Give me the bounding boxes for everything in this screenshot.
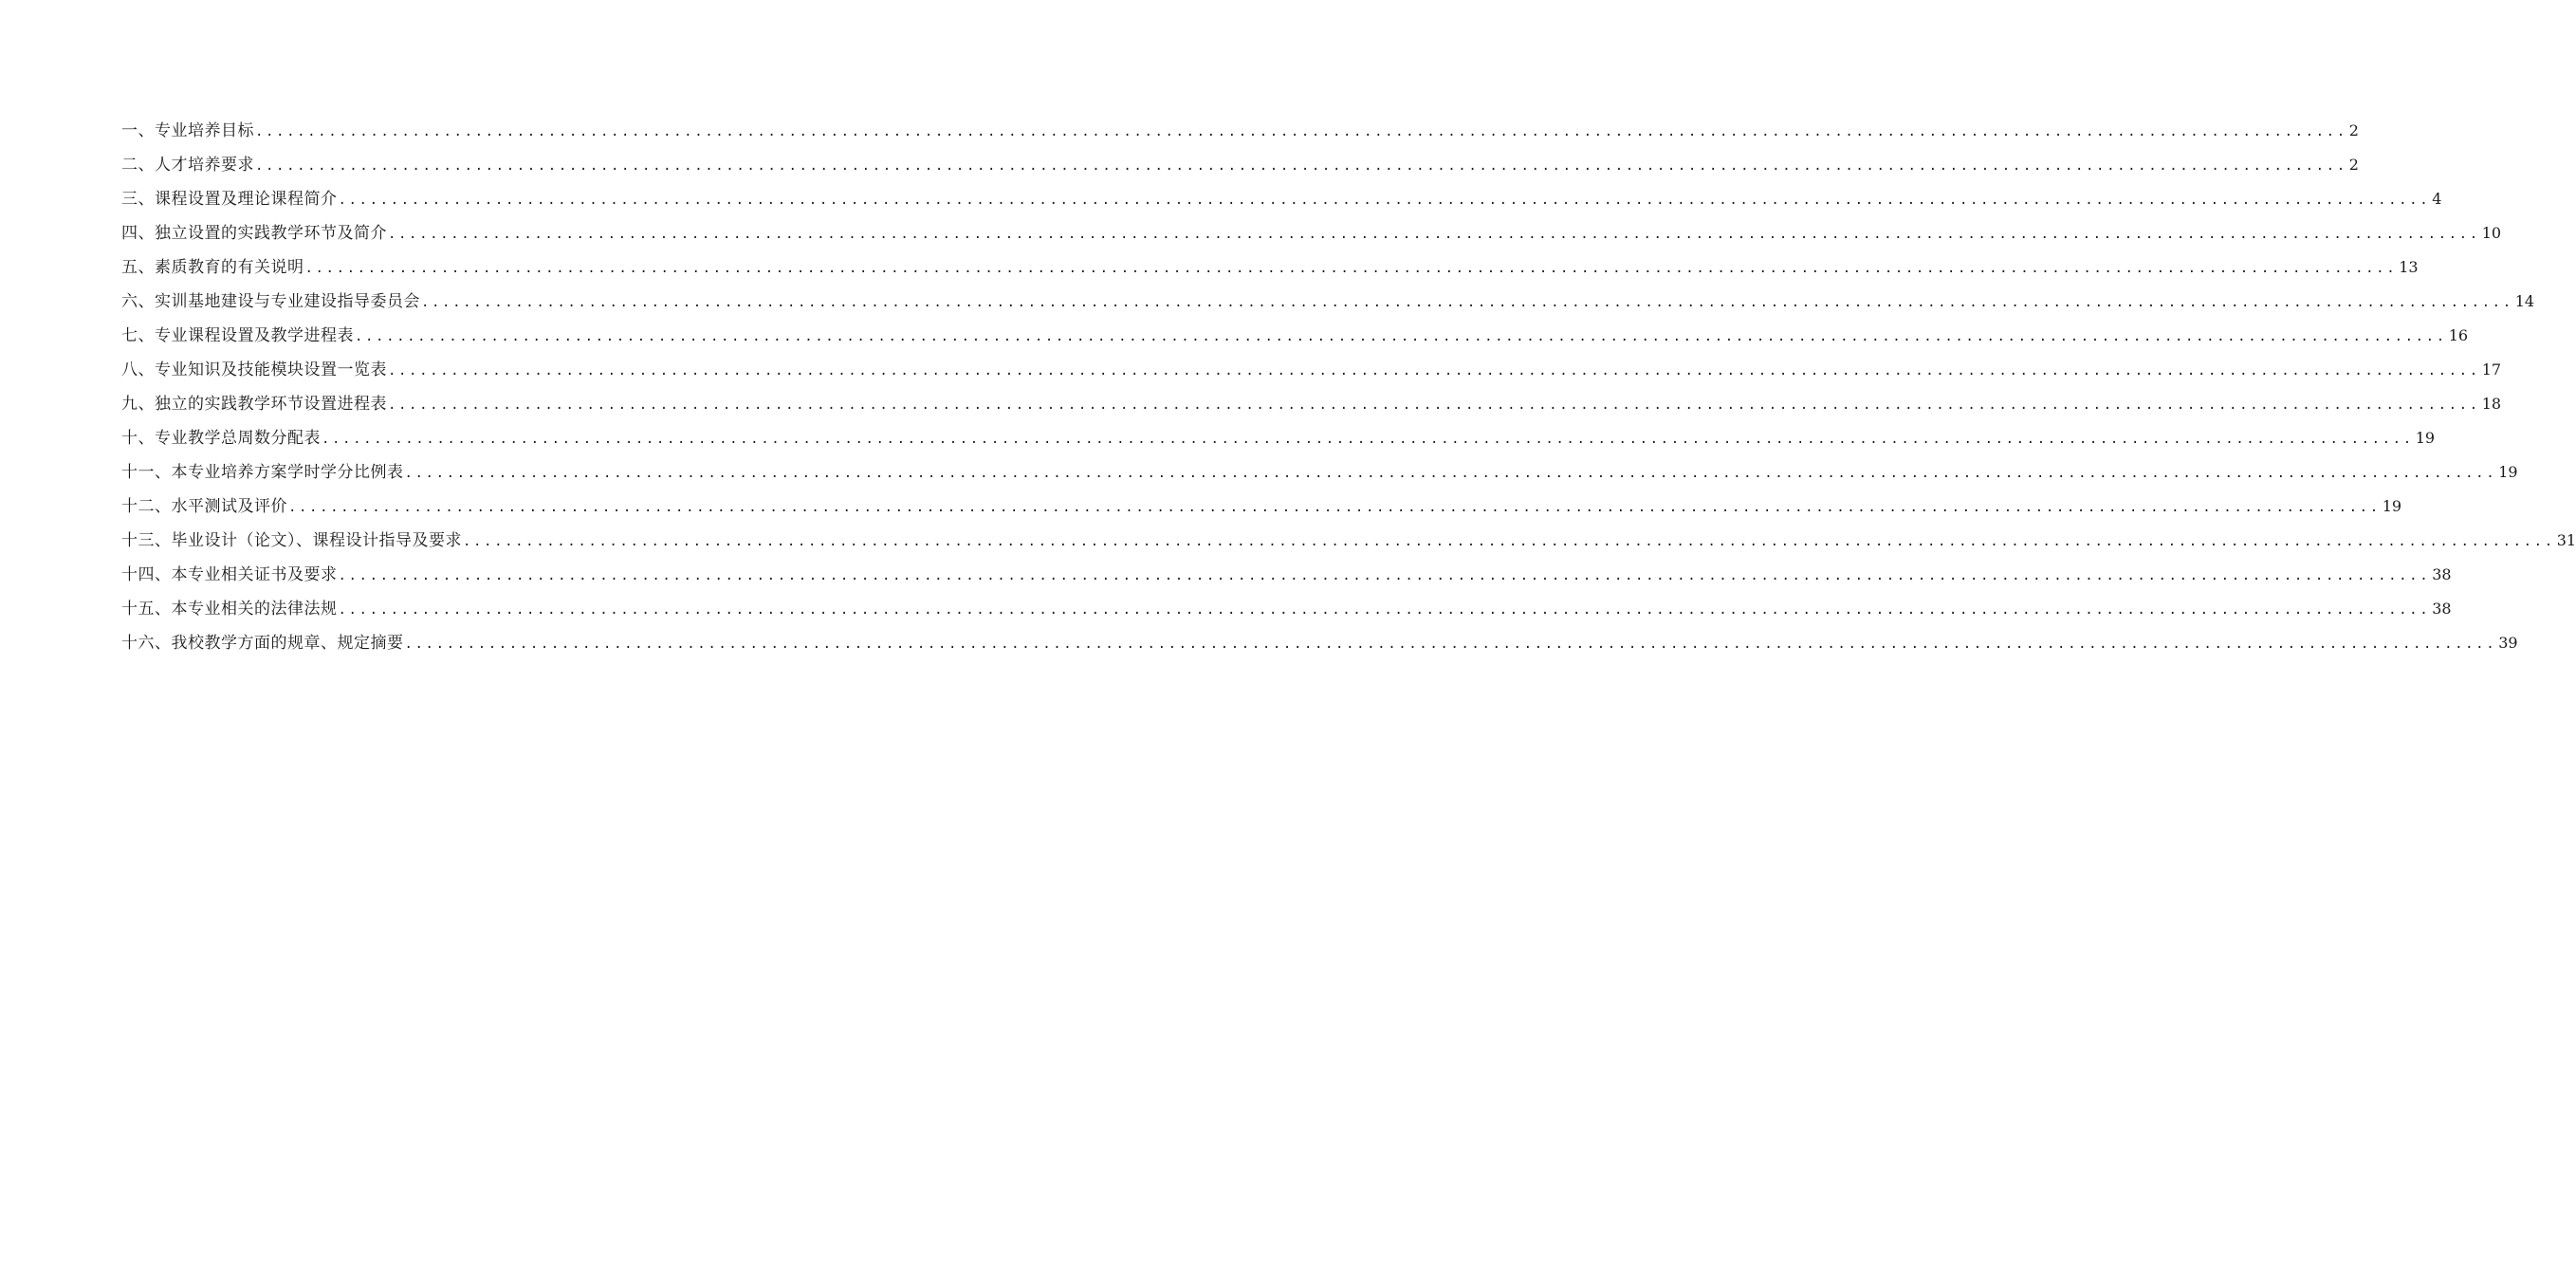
toc-entry[interactable] (121, 114, 2359, 148)
toc-entry[interactable] (121, 490, 2402, 524)
toc-entry[interactable] (121, 455, 2518, 490)
toc-entry-title: 八、专业知识及技能模块设置一览表 (121, 360, 387, 379)
toc-entry-title: 一、专业培养目标 (121, 121, 254, 140)
toc-entry[interactable] (121, 353, 2502, 387)
toc-entry-title: 十五、本专业相关的法律法规 (121, 600, 338, 619)
toc-entry[interactable] (121, 182, 2442, 216)
toc-dot-leader: ........................................................................................................................................................................................................ (463, 534, 2555, 549)
toc-entry[interactable] (121, 421, 2436, 455)
toc-entry-page: 14 (2514, 292, 2535, 310)
toc-entry-page: 16 (2448, 326, 2469, 344)
toc-entry-title: 三、课程设置及理论课程简介 (121, 190, 338, 209)
toc-dot-leader: ........................................................................................................................................................................................................ (388, 397, 2480, 413)
toc-entry-title: 九、独立的实践教学环节设置进程表 (121, 395, 387, 414)
toc-dot-leader: ........................................................................................................................................................................................................ (255, 124, 2347, 139)
table-of-contents (121, 114, 2576, 660)
toc-entry-title: 十六、我校教学方面的规章、规定摘要 (121, 634, 404, 653)
toc-dot-leader: ........................................................................................................................................................................................................ (338, 568, 2431, 583)
toc-entry-title: 六、实训基地建设与专业建设指导委员会 (121, 292, 420, 311)
toc-entry-page: 2 (2348, 156, 2359, 174)
toc-entry-page: 4 (2432, 190, 2442, 208)
toc-dot-leader: ........................................................................................................................................................................................................ (388, 363, 2480, 379)
toc-entry[interactable] (121, 558, 2452, 592)
toc-dot-leader: ........................................................................................................................................................................................................ (322, 432, 2414, 447)
toc-entry-page: 19 (2382, 497, 2402, 515)
toc-entry[interactable] (121, 148, 2359, 182)
toc-entry-page: 38 (2432, 600, 2452, 618)
toc-dot-leader: ........................................................................................................................................................................................................ (421, 295, 2513, 310)
toc-entry[interactable] (121, 319, 2469, 353)
toc-entry[interactable] (121, 387, 2502, 421)
toc-entry-page: 38 (2432, 565, 2452, 583)
toc-entry-page: 2 (2348, 121, 2359, 139)
toc-entry-page: 19 (2415, 429, 2436, 447)
toc-entry-title: 五、素质教育的有关说明 (121, 258, 304, 277)
toc-entry-page: 31 (2556, 531, 2576, 549)
toc-entry-page: 19 (2498, 463, 2518, 481)
toc-entry[interactable] (121, 285, 2535, 319)
toc-entry[interactable] (121, 216, 2502, 250)
toc-entry-page: 18 (2481, 395, 2502, 413)
toc-dot-leader: ........................................................................................................................................................................................................ (255, 158, 2347, 174)
toc-entry-title: 七、专业课程设置及教学进程表 (121, 326, 354, 345)
toc-entry[interactable] (121, 250, 2419, 285)
toc-dot-leader: ........................................................................................................................................................................................................ (355, 329, 2447, 344)
toc-entry-title: 十四、本专业相关证书及要求 (121, 565, 338, 584)
toc-dot-leader: ........................................................................................................................................................................................................ (338, 602, 2431, 618)
toc-dot-leader: ........................................................................................................................................................................................................ (288, 500, 2381, 515)
toc-entry-title: 十二、水平测试及评价 (121, 497, 287, 516)
toc-entry-page: 17 (2481, 360, 2502, 379)
toc-dot-leader: ........................................................................................................................................................................................................ (338, 193, 2431, 208)
toc-entry-page: 13 (2399, 258, 2419, 276)
toc-entry[interactable] (121, 524, 2576, 558)
toc-entry-title: 二、人才培养要求 (121, 156, 254, 175)
toc-entry[interactable] (121, 592, 2452, 626)
toc-entry-page: 10 (2481, 224, 2502, 242)
toc-entry-title: 十一、本专业培养方案学时学分比例表 (121, 463, 404, 482)
toc-dot-leader: ........................................................................................................................................................................................................ (404, 637, 2497, 652)
toc-entry[interactable] (121, 626, 2518, 660)
toc-entry-title: 十、专业教学总周数分配表 (121, 429, 321, 448)
toc-dot-leader: ........................................................................................................................................................................................................ (404, 466, 2497, 481)
toc-entry-page: 39 (2498, 634, 2518, 652)
toc-entry-title: 十三、毕业设计（论文）、课程设计指导及要求 (121, 531, 462, 550)
toc-dot-leader: ........................................................................................................................................................................................................ (388, 227, 2480, 242)
toc-entry-title: 四、独立设置的实践教学环节及简介 (121, 224, 387, 243)
toc-dot-leader: ........................................................................................................................................................................................................ (304, 261, 2398, 276)
